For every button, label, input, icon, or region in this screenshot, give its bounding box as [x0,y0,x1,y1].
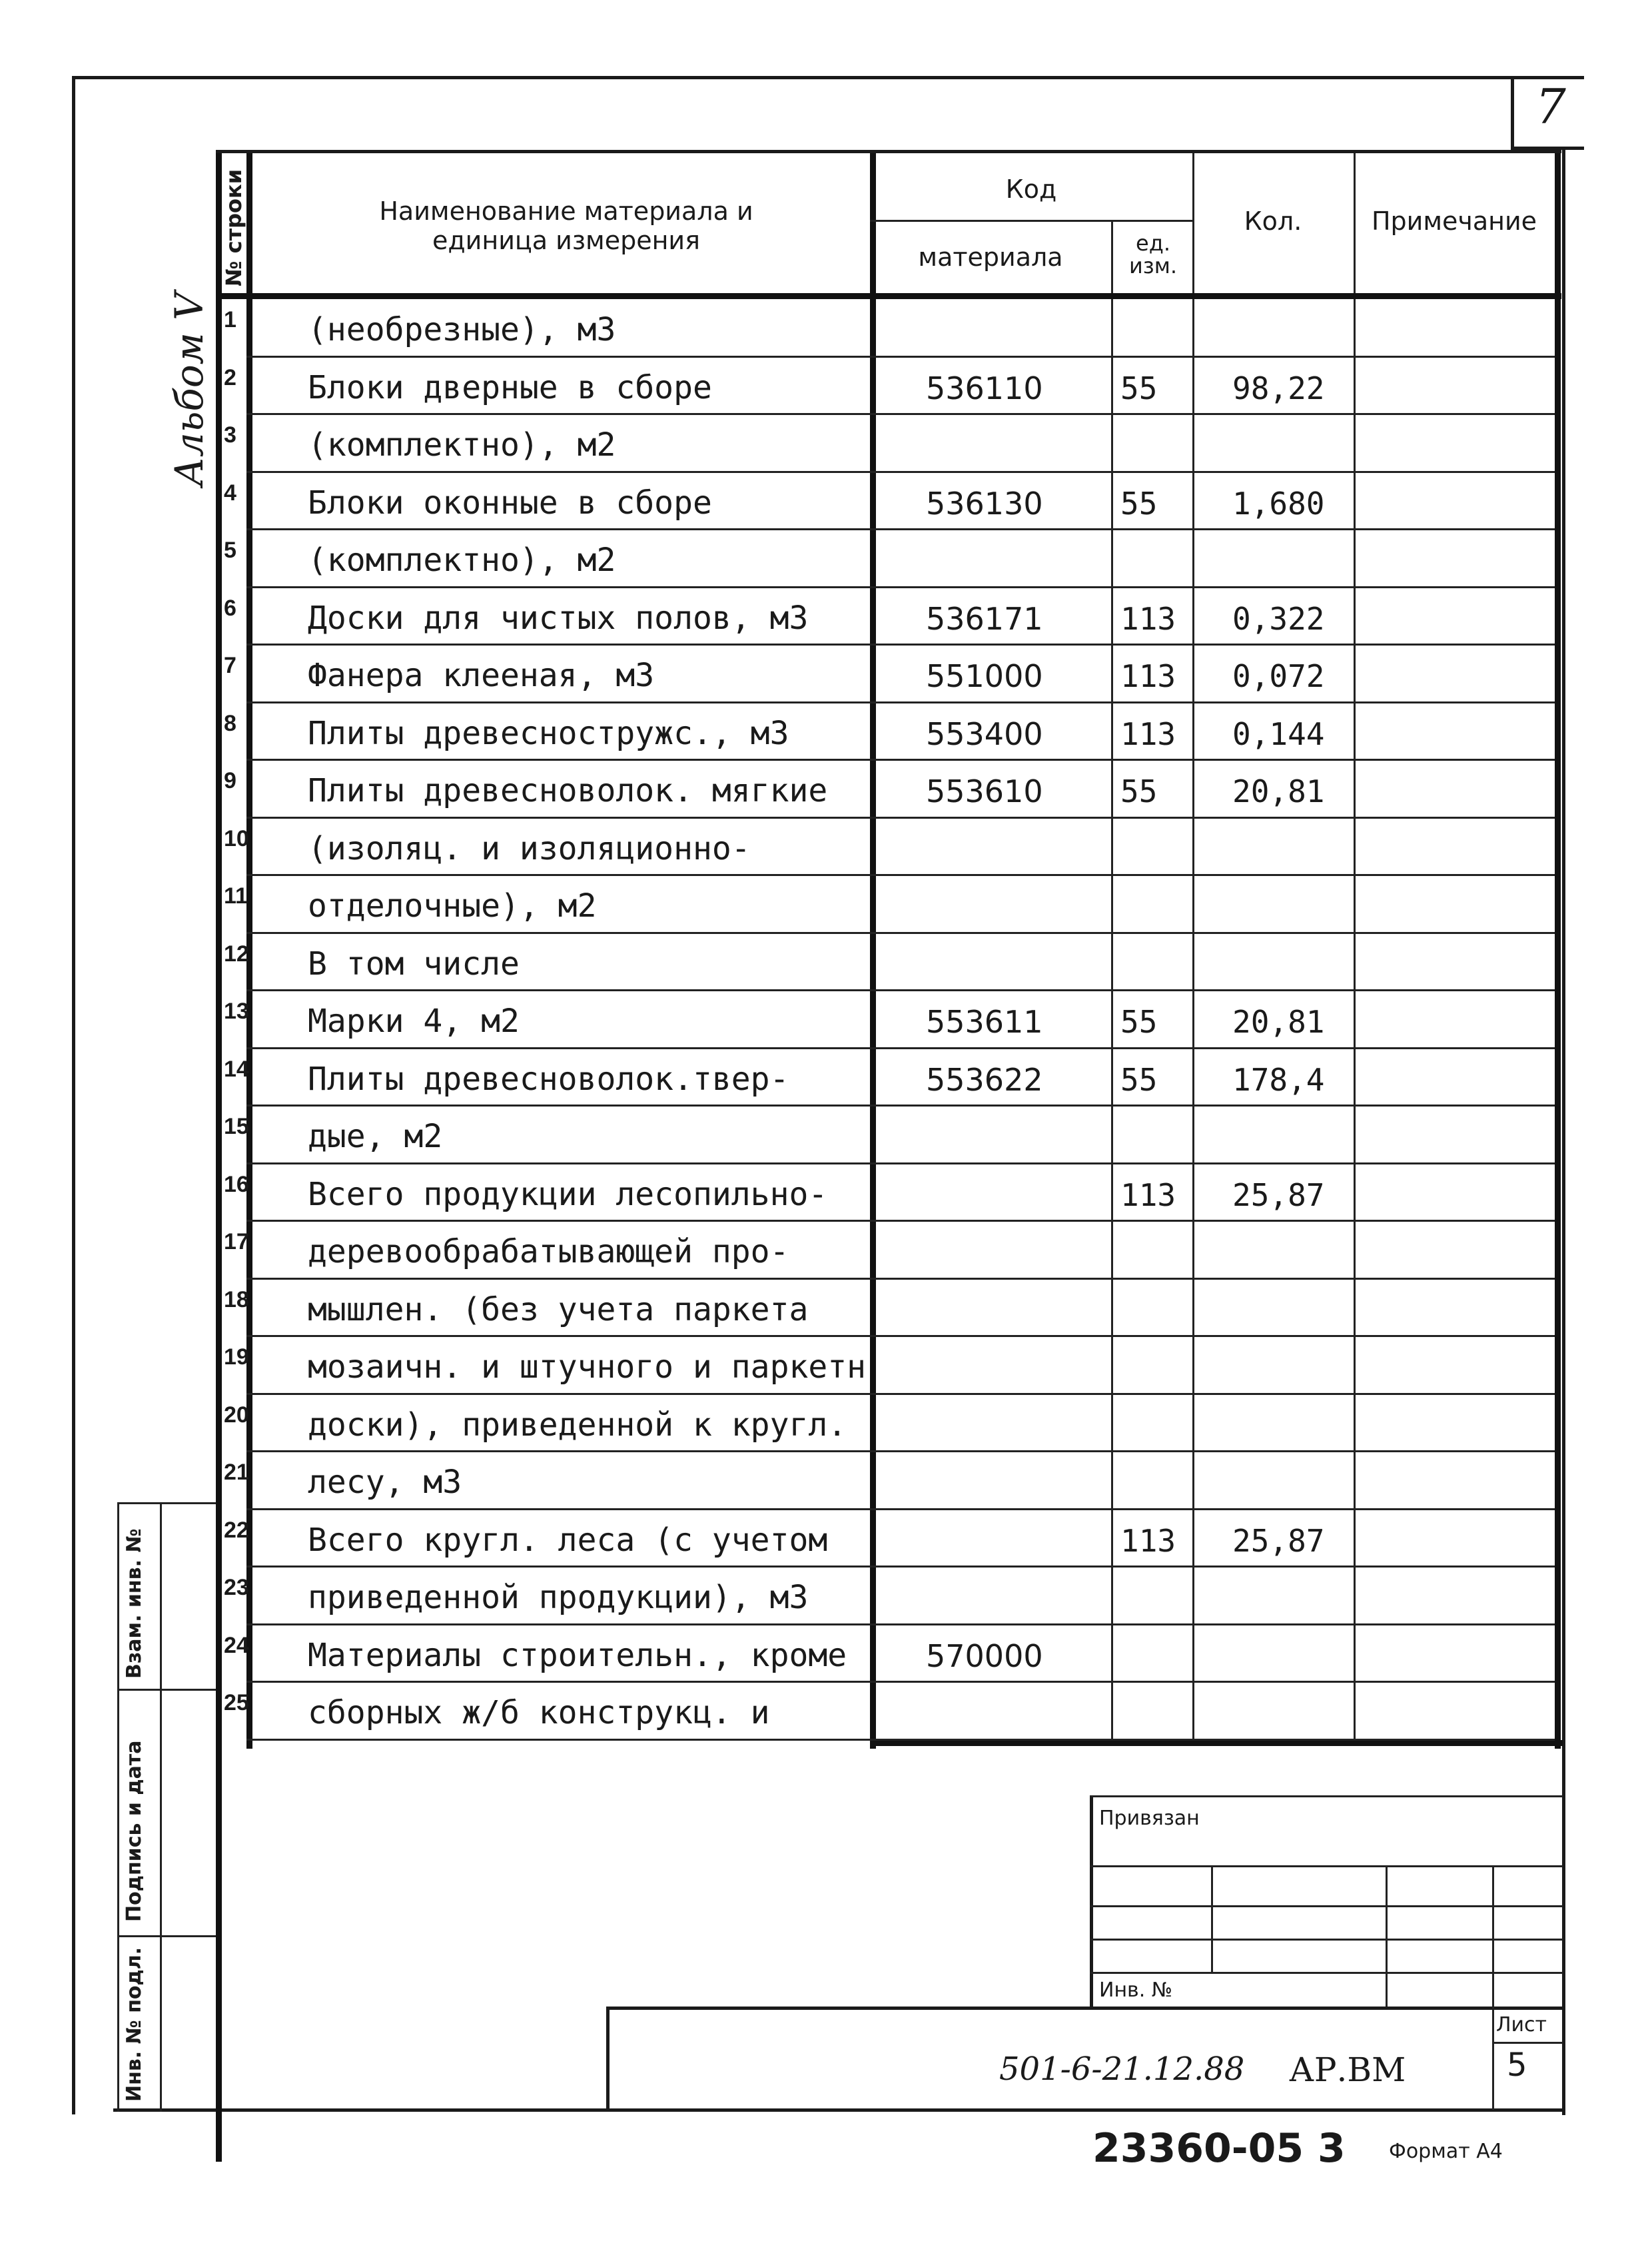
row-number: 7 [224,653,236,678]
row-material-name: Всего кругл. леса (с учетом [308,1521,828,1559]
side-col-left [117,1502,119,2112]
row-material-name: приведенной продукции), м3 [308,1579,809,1616]
row-number: 10 [224,825,249,851]
row-material-name: Блоки оконные в сборе [308,484,712,522]
row-quantity: 178,4 [1232,1061,1325,1098]
table-right-line [1555,150,1561,1749]
row-separator [246,586,1555,588]
row-separator [246,1162,1555,1164]
row-material-name: доски), приведенной к кругл. [308,1406,847,1444]
row-separator [246,644,1555,646]
table-qty-col-line [1192,150,1194,1745]
header-row-no: № строки [221,169,246,286]
album-mark: Альбом V [167,292,212,486]
stamp-col-2 [1386,1865,1388,2009]
side-vzam-inv: Взам. инв. № [123,1528,146,1679]
row-number: 14 [224,1056,249,1082]
row-quantity: 20,81 [1232,773,1325,809]
stamp-list-value: 5 [1507,2046,1527,2084]
row-material-name: Доски для чистых полов, м3 [308,599,809,637]
row-number: 5 [224,538,236,563]
row-material-name: Фанера клееная, м3 [308,657,655,694]
row-separator [246,1450,1555,1452]
row-quantity: 98,22 [1232,370,1325,406]
row-number: 8 [224,710,236,736]
side-podpis-data: Подпись и дата [123,1740,146,1922]
row-material-name: мышлен. (без учета паркета [308,1290,809,1328]
header-qty: Кол. [1244,207,1302,236]
stamp-col-3 [1492,1865,1494,2009]
row-material-name: (изоляц. и изоляционно- [308,829,751,867]
row-number: 11 [224,883,248,909]
row-number: 6 [224,595,236,621]
row-separator [246,1623,1555,1625]
row-separator [246,471,1555,473]
row-separator [246,1739,1555,1741]
stamp-list-label: Лист [1496,2013,1547,2036]
row-material-name: (комплектно), м2 [308,542,616,579]
side-inv-podl: Инв. № подл. [123,1947,146,2102]
stamp-top [1090,1795,1563,1797]
row-material-name: лесу, м3 [308,1464,462,1501]
row-unit-code: 55 [1120,370,1158,406]
list-box-left [1492,2007,1494,2110]
title-block-left [606,2007,610,2112]
frame-left-line [72,76,75,2114]
header-code: Код [1005,175,1057,204]
row-material-name: Всего продукции лесопильно- [308,1175,828,1213]
row-unit-code: 55 [1120,1061,1158,1098]
row-number: 24 [224,1632,249,1658]
row-separator [246,356,1555,358]
header-note: Примечание [1371,207,1537,236]
row-number: 16 [224,1171,249,1197]
row-number: 4 [224,480,236,506]
row-material-name: Блоки дверные в сборе [308,368,712,406]
row-separator [246,1278,1555,1280]
archive-number: 23360-05 3 [1092,2125,1346,2172]
row-separator [246,1105,1555,1107]
table-top-line [216,150,1561,153]
row-material-code: 553400 [926,715,1043,752]
row-number: 3 [224,422,236,448]
row-number: 12 [224,941,249,967]
row-material-name: Марки 4, м2 [308,1003,520,1040]
side-col-top [117,1502,216,1504]
row-quantity: 20,81 [1232,1004,1325,1040]
row-number: 17 [224,1229,249,1254]
row-unit-code: 113 [1120,600,1176,637]
row-unit-code: 113 [1120,658,1176,694]
row-material-name: деревообрабатывающей про- [308,1233,789,1270]
side-div-2 [117,1935,216,1937]
row-material-name: (комплектно), м2 [308,426,616,464]
row-separator [246,701,1555,703]
list-box-div [1492,2042,1563,2044]
row-quantity: 0,322 [1232,600,1325,637]
row-separator [246,1393,1555,1395]
row-material-name: мозаичн. и штучного и паркетн [308,1348,867,1386]
frame-bottom-line [113,2108,1565,2112]
row-quantity: 1,680 [1232,485,1325,522]
row-number: 18 [224,1286,249,1312]
row-separator [246,1220,1555,1222]
row-material-code: 553611 [926,1004,1043,1040]
header-name: Наименование материала и единица измерения [379,197,753,255]
sheet-box-left [1511,76,1514,149]
row-material-code: 536171 [926,600,1043,637]
table-note-col-line [1354,150,1356,1745]
code-sub-line [870,220,1192,222]
row-material-code: 551000 [926,658,1043,694]
row-separator [246,989,1555,991]
row-separator [246,759,1555,761]
side-div-1 [117,1689,216,1691]
row-material-name: отделочные), м2 [308,887,597,925]
row-number: 22 [224,1517,249,1543]
title-block-top [606,2007,1563,2010]
stamp-col-1 [1211,1865,1213,1972]
row-unit-code: 55 [1120,1004,1158,1040]
row-separator [246,817,1555,819]
row-separator [246,1335,1555,1337]
row-quantity: 25,87 [1232,1522,1325,1559]
row-separator [246,1681,1555,1683]
row-material-name: В том числе [308,945,520,983]
row-number: 1 [224,307,236,332]
row-material-name: Плиты древесноволок.твер- [308,1060,789,1098]
stamp-inv-no: Инв. № [1099,1979,1173,2002]
frame-right-line [1562,150,1565,2115]
row-number: 20 [224,1402,249,1428]
side-col-mid [160,1502,162,2112]
stamp-privyazan: Привязан [1099,1807,1200,1830]
table-unit-col-line [1111,220,1113,1745]
row-number: 21 [224,1460,249,1485]
row-unit-code: 113 [1120,1522,1176,1559]
row-separator [246,1508,1555,1510]
row-quantity: 0,144 [1232,715,1325,752]
row-material-name: Плиты древесноволок. мягкие [308,772,828,809]
row-material-name: дые, м2 [308,1118,443,1155]
row-number: 19 [224,1344,249,1370]
header-code-unit: ед. изм. [1128,230,1178,278]
row-number: 23 [224,1575,249,1600]
row-material-name: Материалы строительн., кроме [308,1636,847,1674]
frame-top-line [72,76,1584,79]
row-separator [246,1047,1555,1049]
row-number: 25 [224,1690,249,1715]
header-code-material: материала [918,242,1063,272]
header-bottom-line [216,293,1561,299]
stamp-doc-code: 501-6-21.12.88 [999,2050,1245,2088]
row-quantity: 0,072 [1232,658,1325,694]
sheet-number-top: 7 [1535,79,1566,135]
table-left-line [216,150,222,2162]
row-separator [246,1566,1555,1568]
row-separator [246,932,1555,934]
row-number: 15 [224,1114,249,1139]
format-label: Формат А4 [1389,2140,1503,2163]
stamp-privyazan-left [1090,1795,1093,2009]
row-material-code: 553610 [926,773,1043,809]
row-number: 9 [224,768,236,793]
table-bottom-line [870,1740,1563,1746]
row-material-name: сборных ж/б конструкц. и [308,1694,770,1731]
row-material-name: Плиты древесностружс., м3 [308,714,789,752]
row-separator [246,528,1555,530]
row-unit-code: 113 [1120,715,1176,752]
row-unit-code: 55 [1120,773,1158,809]
row-unit-code: 55 [1120,485,1158,522]
row-quantity: 25,87 [1232,1176,1325,1213]
stamp-section: АР.ВМ [1289,2050,1406,2089]
row-unit-code: 113 [1120,1176,1176,1213]
row-material-code: 553622 [926,1061,1043,1098]
row-separator [246,413,1555,415]
row-number: 13 [224,999,249,1024]
row-material-name: (необрезные), м3 [308,311,616,348]
row-separator [246,874,1555,876]
row-material-code: 536130 [926,485,1043,522]
row-number: 2 [224,364,236,390]
row-material-code: 536110 [926,370,1043,406]
row-material-code: 570000 [926,1637,1043,1674]
